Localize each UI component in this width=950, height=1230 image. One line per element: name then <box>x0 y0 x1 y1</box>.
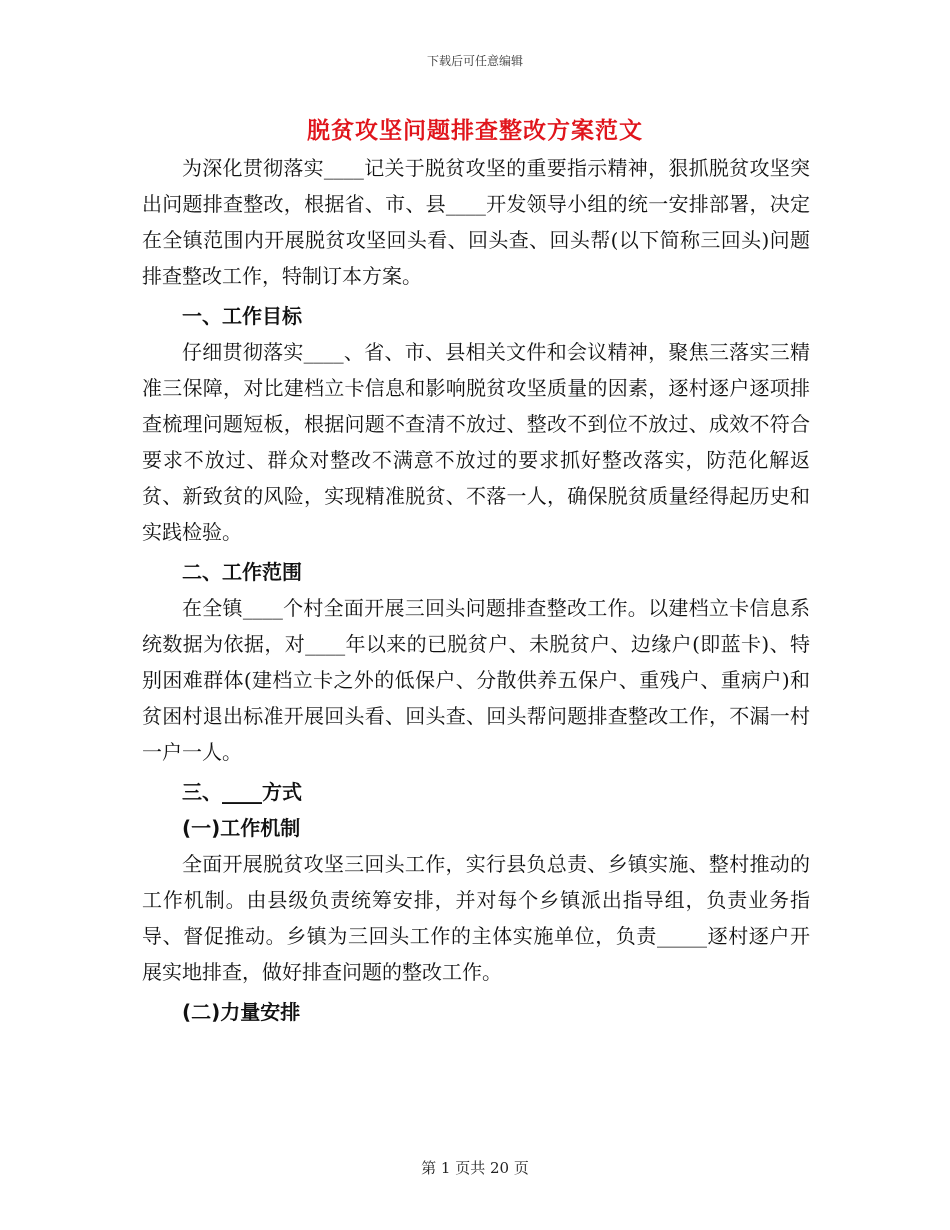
section-body-scope: 在全镇____个村全面开展三回头问题排查整改工作。以建档立卡信息系统数据为依据，对____年以来的已脱贫户、未脱贫户、边缘户(即蓝卡)、特别困难群体(建档立卡之外的低保户、分散供养五保户、重残户、重病户)和贫困村退出标准开展回头看、回头查、回头帮问题排查整改工作，不漏一村一户一人。 <box>142 596 810 764</box>
subsection-heading-mechanism: (一)工作机制 <box>182 816 301 840</box>
subsection-heading-staffing: (二)力量安排 <box>182 1000 301 1024</box>
subsection-body-mechanism: 全面开展脱贫攻坚三回头工作，实行县负总责、乡镇实施、整村推动的工作机制。由县级负责统筹安排，并对每个乡镇派出指导组，负责业务指导、督促推动。乡镇为三回头工作的主体实施单位，负责_____逐村逐户开展实地排查，做好排查问题的整改工作。 <box>142 852 810 984</box>
section-body-goals: 仔细贯彻落实____、省、市、县相关文件和会议精神，聚焦三落实三精准三保障，对比建档立卡信息和影响脱贫攻坚质量的因素，逐村逐户逐项排查梳理问题短板，根据问题不查清不放过、整改不到位不放过、成效不符合要求不放过、群众对整改不满意不放过的要求抓好整改落实，防范化解返贫、新致贫的风险，实现精准脱贫、不落一人，确保脱贫质量经得起历史和实践检验。 <box>142 340 810 544</box>
intro-paragraph: 为深化贯彻落实____记关于脱贫攻坚的重要指示精神，狠抓脱贫攻坚突出问题排查整改，根据省、市、县____开发领导小组的统一安排部署，决定在全镇范围内开展脱贫攻坚回头看、回头查、回头帮(以下简称三回头)问题排查整改工作，特制订本方案。 <box>142 156 810 288</box>
page-indicator: 第 1 页共 20 页 <box>421 1159 529 1177</box>
section-heading-scope: 二、工作范围 <box>182 560 302 584</box>
document-title: 脱贫攻坚问题排查整改方案范文 <box>307 117 643 144</box>
header-note: 下载后可任意编辑 <box>426 54 523 68</box>
section-heading-method: 三、____方式 <box>182 780 302 804</box>
section-heading-goals: 一、工作目标 <box>182 304 302 328</box>
document-body <box>142 150 810 1030</box>
